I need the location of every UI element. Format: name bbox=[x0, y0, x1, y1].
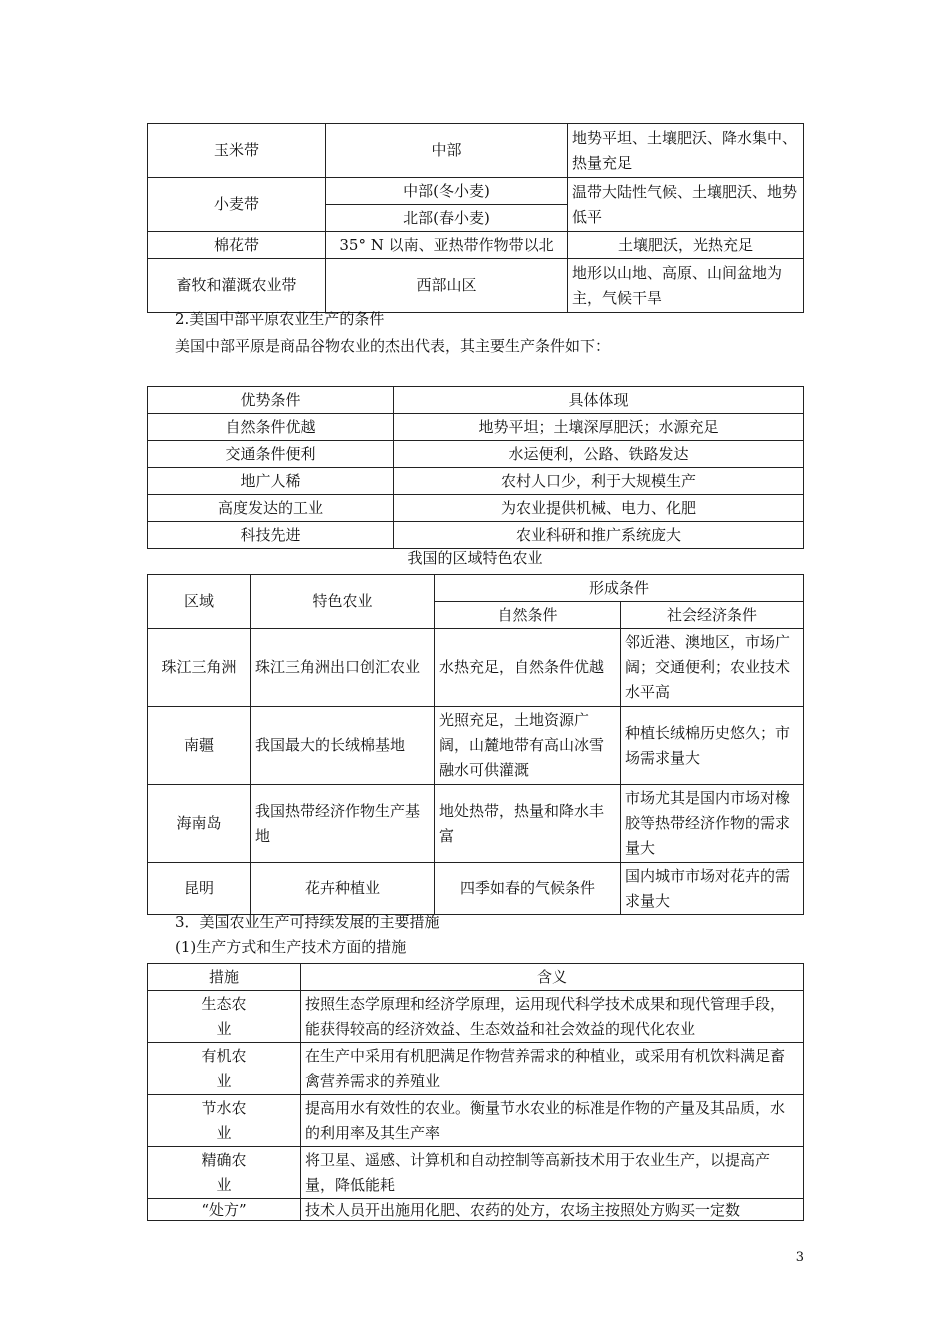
table-cell: 精确农业 bbox=[148, 1147, 301, 1199]
table-header: 自然条件 bbox=[435, 602, 621, 629]
table-cell: 中部 bbox=[326, 124, 568, 178]
table-cell: 棉花带 bbox=[148, 232, 326, 259]
regional-agri-table bbox=[147, 574, 804, 915]
table-cell: 珠江三角洲 bbox=[148, 629, 251, 707]
table-cell: 种植长绒棉历史悠久；市场需求量大 bbox=[621, 707, 804, 785]
table-cell: 生态农业 bbox=[148, 991, 301, 1043]
agri-belt-table bbox=[147, 123, 804, 313]
table-cell: 国内城市市场对花卉的需求量大 bbox=[621, 863, 804, 915]
table-cell: 为农业提供机械、电力、化肥 bbox=[394, 495, 804, 522]
page-number: 3 bbox=[795, 1250, 804, 1265]
table-cell: 节水农业 bbox=[148, 1095, 301, 1147]
table-cell: 按照生态学原理和经济学原理，运用现代科学技术成果和现代管理手段，能获得较高的经济效益、生态效益和社会效益的现代化农业 bbox=[301, 991, 804, 1043]
table-header: 形成条件 bbox=[435, 575, 804, 602]
table-caption: 我国的区域特色农业 bbox=[407, 549, 543, 567]
table-cell: “处方” bbox=[148, 1199, 301, 1221]
table-cell: 地势平坦、土壤肥沃、降水集中、热量充足 bbox=[568, 124, 804, 178]
table-header: 特色农业 bbox=[251, 575, 435, 629]
table-cell: 中部(冬小麦) bbox=[326, 178, 568, 205]
table-header: 措施 bbox=[148, 964, 301, 991]
table-cell: 提高用水有效性的农业。衡量节水农业的标准是作物的产量及其品质，水的利用率及其生产率 bbox=[301, 1095, 804, 1147]
section-heading: 3．美国农业生产可持续发展的主要措施 bbox=[175, 913, 440, 931]
table-cell: 海南岛 bbox=[148, 785, 251, 863]
table-header: 具体体现 bbox=[394, 387, 804, 414]
table-cell: 温带大陆性气候、土壤肥沃、地势低平 bbox=[568, 178, 804, 232]
table-cell: 小麦带 bbox=[148, 178, 326, 232]
table-cell: 西部山区 bbox=[326, 259, 568, 313]
table-cell: 有机农业 bbox=[148, 1043, 301, 1095]
table-cell: 邻近港、澳地区，市场广阔；交通便利；农业技术水平高 bbox=[621, 629, 804, 707]
paragraph: 美国中部平原是商品谷物农业的杰出代表，其主要生产条件如下： bbox=[175, 337, 611, 355]
table-cell: 农村人口少，利于大规模生产 bbox=[394, 468, 804, 495]
table-cell: 35° N 以南、亚热带作物带以北 bbox=[326, 232, 568, 259]
table-cell: 市场尤其是国内市场对橡胶等热带经济作物的需求量大 bbox=[621, 785, 804, 863]
table-cell: 在生产中采用有机肥满足作物营养需求的种植业，或采用有机饮料满足畜禽营养需求的养殖业 bbox=[301, 1043, 804, 1095]
table-cell: 地广人稀 bbox=[148, 468, 394, 495]
table-cell: 地形以山地、高原、山间盆地为主，气候干旱 bbox=[568, 259, 804, 313]
table-cell: 将卫星、遥感、计算机和自动控制等高新技术用于农业生产，以提高产量，降低能耗 bbox=[301, 1147, 804, 1199]
measures-table bbox=[147, 963, 804, 1221]
table-cell: 畜牧和灌溉农业带 bbox=[148, 259, 326, 313]
table-cell: 玉米带 bbox=[148, 124, 326, 178]
table-cell: 我国热带经济作物生产基地 bbox=[251, 785, 435, 863]
table-cell: 交通条件便利 bbox=[148, 441, 394, 468]
table-cell: 农业科研和推广系统庞大 bbox=[394, 522, 804, 549]
table-cell: 昆明 bbox=[148, 863, 251, 915]
table-cell: 地处热带，热量和降水丰富 bbox=[435, 785, 621, 863]
section-heading: 2.美国中部平原农业生产的条件 bbox=[175, 310, 385, 328]
table-cell: 高度发达的工业 bbox=[148, 495, 394, 522]
table-cell: 花卉种植业 bbox=[251, 863, 435, 915]
table-header: 区域 bbox=[148, 575, 251, 629]
table-cell: 四季如春的气候条件 bbox=[435, 863, 621, 915]
table-cell: 水运便利，公路、铁路发达 bbox=[394, 441, 804, 468]
table-cell: 土壤肥沃，光热充足 bbox=[568, 232, 804, 259]
table-cell: 南疆 bbox=[148, 707, 251, 785]
table-cell: 地势平坦；土壤深厚肥沃；水源充足 bbox=[394, 414, 804, 441]
table-cell: 自然条件优越 bbox=[148, 414, 394, 441]
subheading: (1)生产方式和生产技术方面的措施 bbox=[175, 938, 407, 956]
table-cell: 珠江三角洲出口创汇农业 bbox=[251, 629, 435, 707]
table-cell: 科技先进 bbox=[148, 522, 394, 549]
table-cell: 我国最大的长绒棉基地 bbox=[251, 707, 435, 785]
table-cell: 北部(春小麦) bbox=[326, 205, 568, 232]
table-header: 优势条件 bbox=[148, 387, 394, 414]
table-header: 含义 bbox=[301, 964, 804, 991]
table-cell: 光照充足，土地资源广阔，山麓地带有高山冰雪融水可供灌溉 bbox=[435, 707, 621, 785]
table-cell: 水热充足，自然条件优越 bbox=[435, 629, 621, 707]
table-header: 社会经济条件 bbox=[621, 602, 804, 629]
conditions-table bbox=[147, 386, 804, 549]
table-cell: 技术人员开出施用化肥、农药的处方，农场主按照处方购买一定数 bbox=[301, 1199, 804, 1221]
